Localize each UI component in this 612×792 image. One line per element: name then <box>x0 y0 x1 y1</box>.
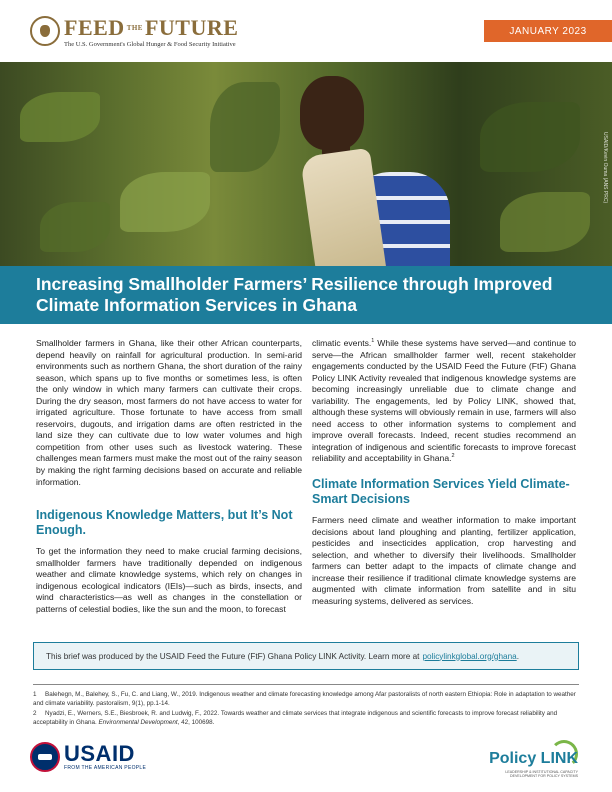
date-banner: JANUARY 2023 <box>484 20 612 42</box>
policy-link-name: Policy LINK <box>489 750 578 767</box>
policy-link-logo <box>478 740 578 784</box>
usaid-seal-icon <box>30 742 60 772</box>
photo-credit: USAID/Kevin Ouma (ANS PRC) <box>602 132 608 204</box>
policy-link-tagline: LEADERSHIP & INSTITUTIONAL CAPACITY DEVELOPMENT FOR POLICY SYSTEMS <box>505 770 578 779</box>
info-box-text: This brief was produced by the USAID Feed the Future (FtF) Ghana Policy LINK Activity. Learn more at <box>46 651 420 661</box>
feed-the-future-logo <box>30 16 238 48</box>
climate-services-paragraph: Farmers need climate and weather information to make important decisions about land ploughing and planting, fertilizer application, pesticides and insecticides application, crop harvesting and selection, and whether to diversify their livelihoods. Smallholder farmers can better adapt to the impacts of climate change and increase their resilience if traditional climate knowledge systems are augmented with climate information from satellite and in situ measuring systems, delivered as services. <box>312 515 576 606</box>
footnote-ref-1[interactable]: 1 <box>371 338 375 345</box>
usaid-tagline: FROM THE AMERICAN PEOPLE <box>64 765 147 771</box>
usaid-name: USAID <box>64 741 135 766</box>
foliage <box>500 192 590 252</box>
footnotes <box>33 684 579 729</box>
info-box: This brief was produced by the USAID Feed the Future (FtF) Ghana Policy LINK Activity. Learn more at policylinkglobal.org/ghana . <box>33 642 579 670</box>
section-heading-indigenous: Indigenous Knowledge Matters, but It’s Not Enough. <box>36 508 293 538</box>
footnote-ref-2[interactable]: 2 <box>451 453 455 460</box>
farmer-head <box>300 76 364 150</box>
title-band <box>0 266 612 324</box>
footnote-2: 2 Nyadzi, E., Werners, S.E., Biesbroek, R. and Ludwig, F., 2022. Towards weather and climate services that integrate indigenous and scientific forecasts to improve forecast reliability and acceptability in Ghana. Environmental Development, 42, 100698. <box>33 710 558 726</box>
indigenous-paragraph: To get the information they need to make crucial farming decisions, smallholder farmers have traditionally depended on indigenous weather and climate knowledge systems, which rely on changes in indigenous ecological indicators (IEIs)—such as birds, insects, and wind characteristics—as well as changes in the constellation or patterns of celestial bodies, like the sun and the moon, to forecast <box>36 546 302 614</box>
left-column <box>36 338 302 615</box>
foliage <box>210 82 280 172</box>
logo-title: FEED $^{THE}$FUTURE <box>64 15 239 40</box>
section-heading-climate-services: Climate Information Services Yield Climate-Smart Decisions <box>312 477 570 507</box>
usaid-logo <box>30 742 146 772</box>
foliage <box>480 102 580 172</box>
farmer-scarf <box>300 148 386 266</box>
page-title: Increasing Smallholder Farmers’ Resilience through Improved Climate Information Services in Ghana <box>36 274 553 315</box>
logo-tagline: The U.S. Government's Global Hunger & Food Security Initiative <box>64 41 236 48</box>
foliage <box>120 172 210 232</box>
continuation-paragraph: climatic events.$^1$ While these systems have served—and continue to serve—the African smallholder farmer well, recent stakeholder engagements conducted by the USAID Feed the Future (FtF) Ghana Policy LINK Activity revealed that indigenous knowledge systems are becoming increasingly unreliable due to climate change and variability. The engagements, led by Policy LINK, showed that, although these systems will obviously remain in use, farmers will also need access to other information systems to complement and improve overall forecasts. Indeed, recent studies recommend an integration of indigenous and scientific forecasts to improve forecast reliability and acceptability in Ghana.$^2$ <box>312 338 576 464</box>
foliage <box>40 202 110 252</box>
policylink-ghana-link[interactable]: policylinkglobal.org/ghana <box>422 651 517 661</box>
page-header <box>0 0 612 62</box>
hero-photo <box>0 62 612 266</box>
eagle-seal-icon <box>30 16 60 46</box>
right-column <box>312 338 576 607</box>
foliage <box>20 92 100 142</box>
footnote-1: 1 Balehegn, M., Balehey, S., Fu, C. and Liang, W., 2019. Indigenous weather and climate forecasting knowledge among Afar pastoralists of north eastern Ethiopia: Role in adaptation to weather and climate variability. pastoralism, 9(1), pp.1-14. <box>33 691 576 707</box>
intro-paragraph: Smallholder farmers in Ghana, like their other African counterparts, depend heavily on rainfall for agricultural production. In semi-arid environments such as northern Ghana, the short duration of the rainy season, which spans up to five months or sometimes less, is often the only window in which many farmers can cultivate their crops. During the dry season, most farmers do not have access to water for irrigated agriculture. Those fortunate to have access from small reservoirs, dugouts, and irrigation dams are often restricted in the land size they can cultivate due to low water volumes and high competition from other uses such as livestock watering. These challenges mean farmers must make the most out of the rainy season by making the right farming decisions based on accurate and reliable information. <box>36 338 302 487</box>
